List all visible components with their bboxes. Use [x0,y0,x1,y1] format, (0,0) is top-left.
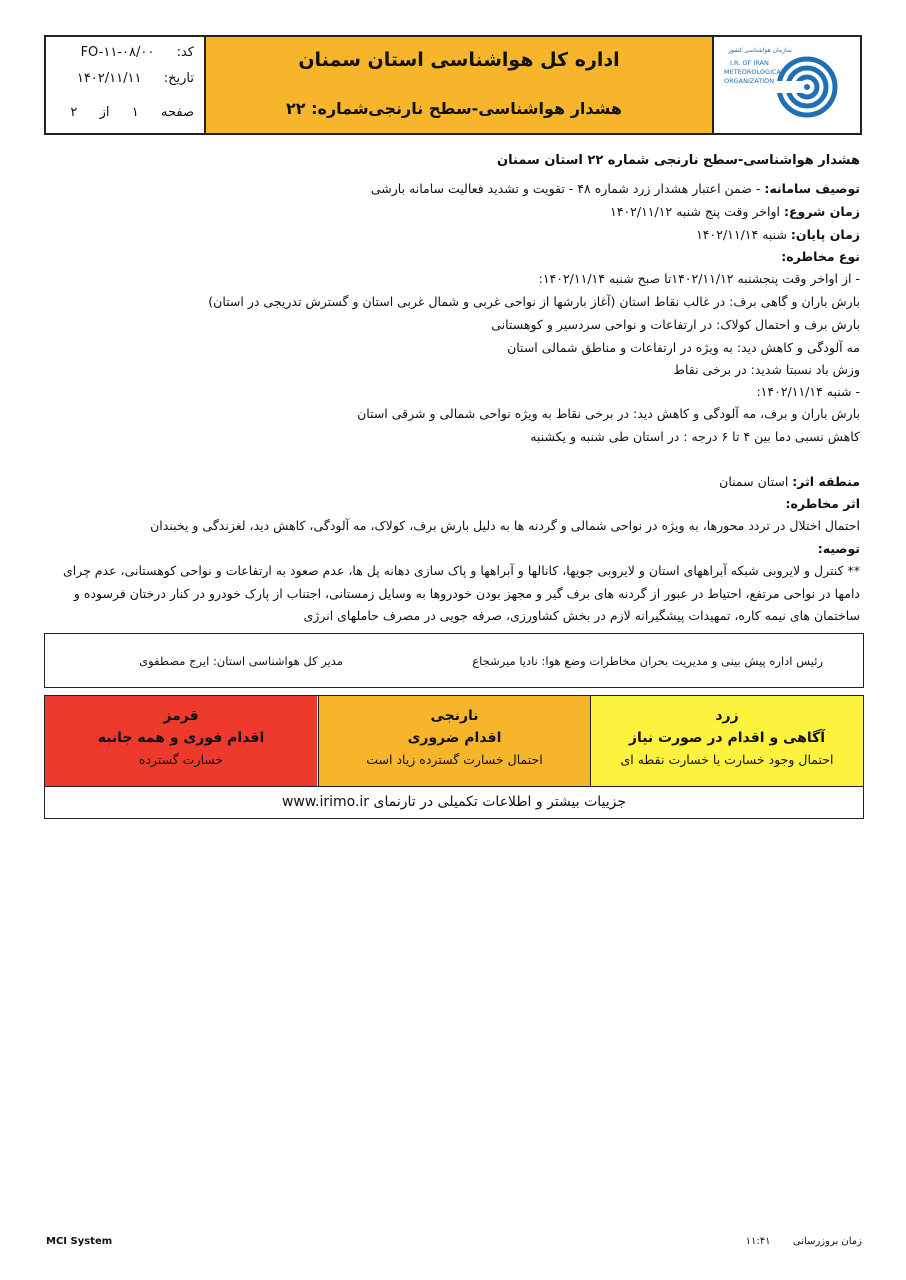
level-name: نارنجی [430,708,479,724]
start-time [610,203,860,221]
impact-label: اثر مخاطره: [785,496,860,511]
logo-text-en1: I.R. OF IRAN [730,59,769,67]
signature-box [44,633,864,688]
end-label: زمان پایان: [790,227,860,242]
level-action: آگاهی و اقدام در صورت نیاز [628,730,826,746]
hazard-line: مه آلودگی و کاهش دید: به ویژه در ارتفاعات و مناطق شمالی استان [507,340,860,355]
advice-label: توصیه: [817,541,860,556]
logo [714,37,860,133]
date-value: ۱۴۰۲/۱۱/۱۱ [76,71,142,86]
code-value: FO-۱۱-۰۸/۰۰ [80,45,155,60]
update-time [746,1236,862,1247]
system-name: MCI System [46,1236,113,1247]
hazard-line: - از اواخر وقت پنجشنبه ۱۴۰۲/۱۱/۱۲تا صبح شنبه ۱۴۰۲/۱۱/۱۴: [538,271,860,286]
advice-line: ** کنترل و لایروبی شبکه آبراههای استان و لایروبی جویها، کانالها و آبراهها و پاک سازی دهانه پل ها، عدم صعود به ارتفاعات و نواحی کوهستانی، عدم چرای [62,563,860,578]
warning-number: شماره: ۲۲ [286,99,369,118]
logo-text-en2: METEOROLOGICAL [724,68,785,76]
warning-level-legend [44,695,864,819]
level-name: قرمز [163,708,199,724]
page-row [70,105,194,120]
hazard-line: بارش برف و احتمال کولاک: در ارتفاعات و نواحی سردسیر و کوهستانی [491,317,860,332]
document-header [44,35,862,135]
system-description [371,180,860,198]
hazard-line: کاهش نسبی دما بین ۴ تا ۶ درجه : در استان طی شنبه و یکشنبه [530,429,860,444]
level-action: اقدام فوری و همه جانبه [97,730,265,746]
level-name: زرد [715,708,739,724]
head-role: رئیس اداره پیش بینی و مدیریت بحران مخاطرات وضع هوا: [541,654,823,668]
hazard-type-label: نوع مخاطره: [781,249,860,264]
warning-title: هشدار هواشناسی-سطح نارنجی شماره ۲۲ استان سمنان [497,153,860,168]
warning-subtitle: هشدار هواشناسی-سطح نارنجی [368,99,622,118]
hazard-line: وزش باد نسبتا شدید: در برخی نقاط [673,362,860,377]
document-meta [46,37,206,133]
level-risk: احتمال وجود خسارت یا خسارت نقطه ای [620,752,834,767]
level-orange [318,696,591,786]
date-row [77,71,194,86]
impact-value: احتمال اختلال در تردد محورها، به ویژه در نواحی شمالی و گردنه ها به دلیل بارش برف، کولاک، مه آلودگی، کاهش دید، لغزندگی و یخبندان [150,518,860,533]
impact-area [719,473,860,491]
hazard-line: بارش باران و برف، مه آلودگی و کاهش دید: در برخی نقاط به ویژه نواحی شمالی و شرقی استان [357,406,860,421]
date-label: تاریخ: [163,71,194,86]
advice-line: دامها در نواحی مرتفع، احتیاط در عبور از گردنه های برف گیر و مجهز بودن خودروها به وسایل زمستانی، اجتناب از پارک خودرو در کنار درختان فرسوده و [73,586,860,601]
update-value: ۱۱:۴۱ [745,1236,771,1247]
page-number: ۱ [131,105,139,120]
area-value: استان سمنان [719,474,793,489]
code-label: کد: [176,45,194,60]
end-value: شنبه ۱۴۰۲/۱۱/۱۴ [696,227,791,242]
hazard-line: بارش باران و گاهی برف: در غالب نقاط استان (آغاز بارشها از نواحی غربی و شمال غربی استان و گسترش تدریجی در استان) [208,294,860,309]
website-info: جزییات بیشتر و اطلاعات تکمیلی در تارنمای www.irimo.ir [45,786,863,819]
director-name: ایرج مصطفوی [139,654,210,668]
code-row [81,45,194,60]
level-risk: خسارت گسترده [138,752,224,767]
level-yellow [591,696,863,786]
org-title: اداره کل هواشناسی استان سمنان [298,49,620,71]
page-of: از [99,105,110,120]
page-total: ۲ [70,105,78,120]
director-role: مدیر کل هواشناسی استان: [212,654,343,668]
director-signature [139,654,343,668]
header-title-block [206,37,714,133]
start-label: زمان شروع: [783,204,860,219]
hazard-line: - شنبه ۱۴۰۲/۱۱/۱۴: [756,384,860,399]
level-action: اقدام ضروری [407,730,502,746]
end-time [696,226,860,244]
area-label: منطقه اثر: [792,474,860,489]
update-label: زمان بروزرسانی [792,1236,862,1247]
advice-line: ساختمان های نیمه کاره، تمهیدات پیشگیرانه لازم در بخش کشاورزی، صرفه جویی در مصرف حاملهای انرژی [303,608,860,623]
desc-label: توصیف سامانه: [764,181,860,196]
head-name: نادیا میرشجاع [472,654,538,668]
desc-value: - ضمن اعتبار هشدار زرد شماره ۴۸ - تقویت و تشدید فعالیت سامانه بارشی [370,181,765,196]
logo-text-en3: ORGANIZATION [724,77,775,85]
level-risk: احتمال خسارت گسترده زیاد است [366,752,543,767]
page-label: صفحه [161,105,194,120]
start-value: اواخر وقت پنج شنبه ۱۴۰۲/۱۱/۱۲ [610,204,784,219]
logo-text-fa: سازمان هواشناسی کشور [728,47,792,54]
level-red [45,696,317,786]
forecast-head-signature [472,654,823,668]
